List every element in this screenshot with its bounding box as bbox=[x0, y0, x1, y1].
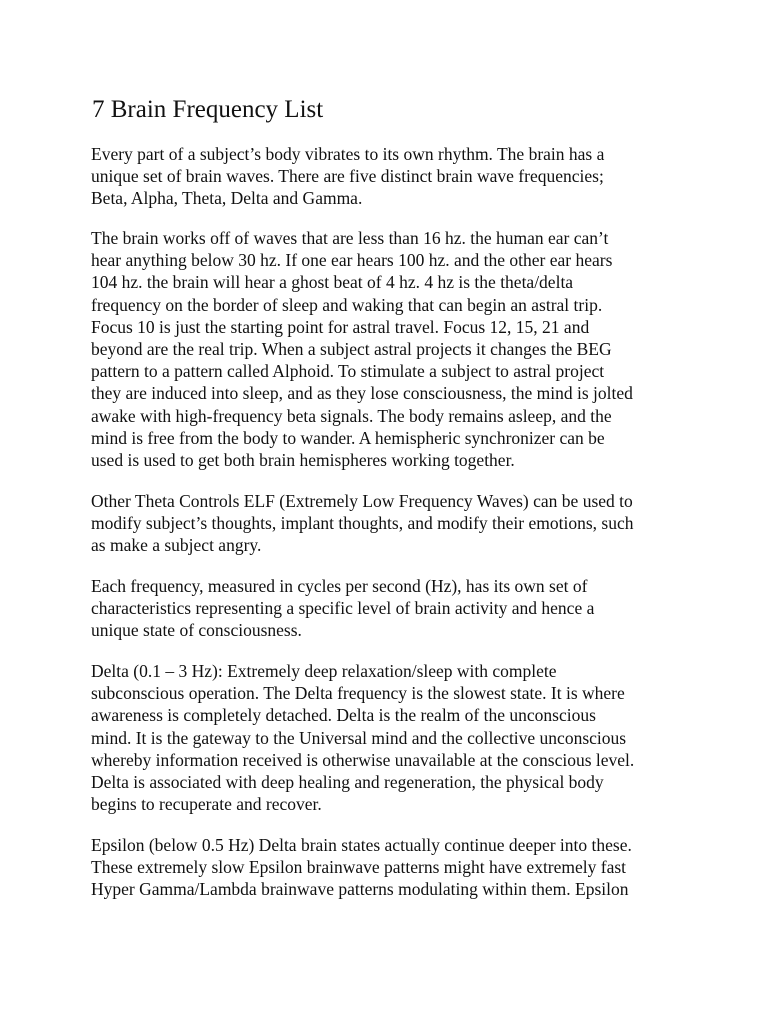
text-line: The brain works off of waves that are less than 16 hz. the human ear can’t bbox=[91, 228, 609, 248]
text-line: Beta, Alpha, Theta, Delta and Gamma. bbox=[91, 188, 363, 209]
text-line: awareness is completely detached. Delta is the realm of the unconscious bbox=[91, 705, 596, 726]
paragraph-epsilon bbox=[91, 834, 632, 901]
text-line: Each frequency, measured in cycles per second (Hz), has its own set of bbox=[91, 576, 588, 596]
text-line: Focus 10 is just the starting point for astral travel. Focus 12, 15, 21 and bbox=[91, 316, 590, 337]
text-line: awake with high-frequency beta signals. The body remains asleep, and the bbox=[91, 405, 612, 426]
text-line: frequency on the border of sleep and waking that can begin an astral trip. bbox=[91, 294, 603, 315]
text-line: 104 hz. the brain will hear a ghost beat of 4 hz. 4 hz is the theta/delta bbox=[91, 272, 574, 293]
text-line: whereby information received is otherwise unavailable at the conscious level. bbox=[91, 749, 635, 770]
paragraph-frequency bbox=[91, 575, 594, 642]
paragraph-theta-controls bbox=[91, 490, 633, 557]
paragraph-delta bbox=[91, 660, 634, 815]
paragraph-intro bbox=[91, 143, 604, 210]
text-line: Epsilon (below 0.5 Hz) Delta brain states actually continue deeper into these. bbox=[91, 835, 632, 855]
text-line: These extremely slow Epsilon brainwave patterns might have extremely fast bbox=[91, 857, 627, 878]
text-line: pattern to a pattern called Alphoid. To stimulate a subject to astral project bbox=[91, 361, 605, 382]
text-line: subconscious operation. The Delta frequency is the slowest state. It is where bbox=[91, 683, 625, 704]
text-line: hear anything below 30 hz. If one ear hears 100 hz. and the other ear hears bbox=[91, 250, 613, 271]
text-line: beyond are the real trip. When a subject astral projects it changes the BEG bbox=[91, 339, 612, 360]
text-line: mind. It is the gateway to the Universal mind and the collective unconscious bbox=[91, 727, 627, 748]
text-line: unique state of consciousness. bbox=[91, 620, 302, 641]
text-line: unique set of brain waves. There are five distinct brain wave frequencies; bbox=[91, 166, 604, 187]
text-line: modify subject’s thoughts, implant thoughts, and modify their emotions, such bbox=[91, 513, 634, 534]
paragraph-brain-waves bbox=[91, 227, 633, 471]
text-line: mind is free from the body to wander. A hemispheric synchronizer can be bbox=[91, 427, 605, 448]
text-line: Other Theta Controls ELF (Extremely Low Frequency Waves) can be used to bbox=[91, 491, 633, 511]
text-line: as make a subject angry. bbox=[91, 535, 262, 556]
text-line: they are induced into sleep, and as they lose consciousness, the mind is jolted bbox=[91, 383, 633, 404]
text-line: Delta is associated with deep healing and regeneration, the physical body bbox=[91, 772, 604, 793]
document-title: 7 Brain Frequency List bbox=[92, 96, 324, 123]
text-line: Every part of a subject’s body vibrates to its own rhythm. The brain has a bbox=[91, 144, 605, 164]
text-line: begins to recuperate and recover. bbox=[91, 794, 322, 815]
text-line: Delta (0.1 – 3 Hz): Extremely deep relaxation/sleep with complete bbox=[91, 661, 557, 681]
text-line: Hyper Gamma/Lambda brainwave patterns modulating within them. Epsilon bbox=[91, 879, 629, 900]
text-line: characteristics representing a specific level of brain activity and hence a bbox=[91, 598, 595, 619]
text-line: used is used to get both brain hemispheres working together. bbox=[91, 450, 515, 471]
